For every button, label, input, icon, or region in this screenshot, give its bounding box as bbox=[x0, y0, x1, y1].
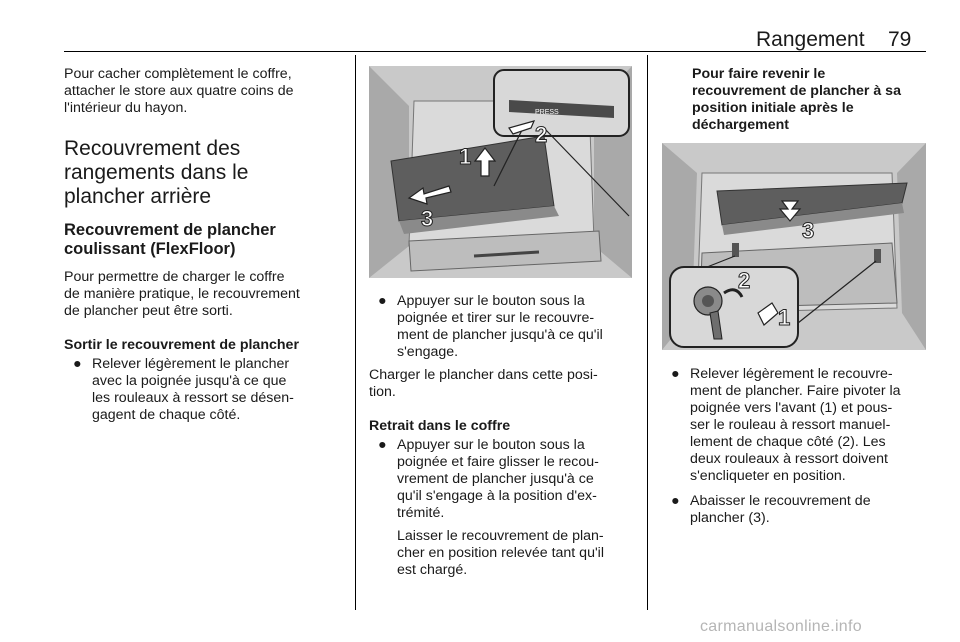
return-heading: Pour faire revenir le recouvrement de plancher à sa position initiale après le déchargement bbox=[692, 66, 901, 133]
intro-flexfloor-paragraph: Pour permettre de charger le coffre de manière pratique, le recouvrement de plancher peut être sorti. bbox=[64, 269, 300, 319]
press-label: PRESS bbox=[535, 109, 559, 116]
bullet-icon: ● bbox=[671, 366, 680, 382]
trunk-return-svg bbox=[662, 143, 926, 350]
load-paragraph: Charger le plancher dans cette posi- tion. bbox=[369, 367, 598, 400]
step-title: Retrait dans le coffre bbox=[369, 418, 511, 434]
figure-label-2: 2 bbox=[535, 122, 548, 147]
flexfloor-pull-out-illustration bbox=[369, 66, 632, 278]
trunk-figure-svg bbox=[369, 66, 632, 278]
list-item: ● Relever légèrement le plancher avec la poignée jusqu'à ce que les rouleaux à ressort se désen- gagent de chaque côté. bbox=[73, 356, 294, 423]
page-header-title: Rangement bbox=[756, 28, 865, 51]
list-item: ● Relever légèrement le recouvre- ment de plancher. Faire pivoter la poignée vers l'avant (1) et pous- ser le rouleau à ressort manuel- lement de chaque côté (2). Les deux rouleaux à ressort doivent s'encliqueter en position. bbox=[671, 366, 901, 484]
column-2 bbox=[369, 293, 641, 579]
bullet-icon: ● bbox=[73, 356, 82, 372]
column-divider-2 bbox=[647, 55, 648, 610]
bullet-icon: ● bbox=[378, 437, 387, 453]
list-item: ● Appuyer sur le bouton sous la poignée et faire glisser le recou- vrement de plancher jusqu'à ce qu'il s'engage à la position d'ex- trémité. bbox=[378, 437, 599, 521]
subsection-title: Recouvrement de plancher coulissant (FlexFloor) bbox=[64, 221, 276, 258]
figure-label-1: 1 bbox=[778, 305, 791, 330]
list-item: ● Appuyer sur le bouton sous la poignée et tirer sur le recouvre- ment de plancher jusqu'à ce qu'il s'engage. bbox=[378, 293, 603, 360]
note-paragraph: Laisser le recouvrement de plan- cher en position relevée tant qu'il est chargé. bbox=[397, 528, 604, 578]
column-3 bbox=[662, 366, 934, 527]
footer-watermark: carmanualsonline.info bbox=[700, 618, 862, 635]
figure-label-1: 1 bbox=[459, 144, 472, 169]
step-title: Sortir le recouvrement de plancher bbox=[64, 337, 299, 353]
column-3-heading-block bbox=[692, 66, 932, 134]
flexfloor-return-illustration bbox=[662, 143, 926, 350]
figure-label-3: 3 bbox=[421, 206, 434, 231]
intro-line: l'intérieur du hayon. bbox=[64, 100, 188, 116]
intro-paragraph bbox=[64, 66, 346, 117]
intro-line: Pour cacher complètement le coffre, bbox=[64, 66, 292, 82]
column-divider-1 bbox=[355, 55, 356, 610]
list-item: ● Abaisser le recouvrement de plancher (3). bbox=[671, 493, 871, 526]
page-number: 79 bbox=[888, 28, 912, 51]
figure-label-2: 2 bbox=[738, 268, 751, 293]
column-1 bbox=[64, 66, 346, 424]
section-title: Recouvrement des rangements dans le plancher arrière bbox=[64, 137, 249, 208]
figure-label-3: 3 bbox=[802, 218, 815, 243]
bullet-icon: ● bbox=[671, 493, 680, 509]
bullet-icon: ● bbox=[378, 293, 387, 309]
header-rule bbox=[64, 51, 926, 52]
intro-line: attacher le store aux quatre coins de bbox=[64, 83, 294, 99]
